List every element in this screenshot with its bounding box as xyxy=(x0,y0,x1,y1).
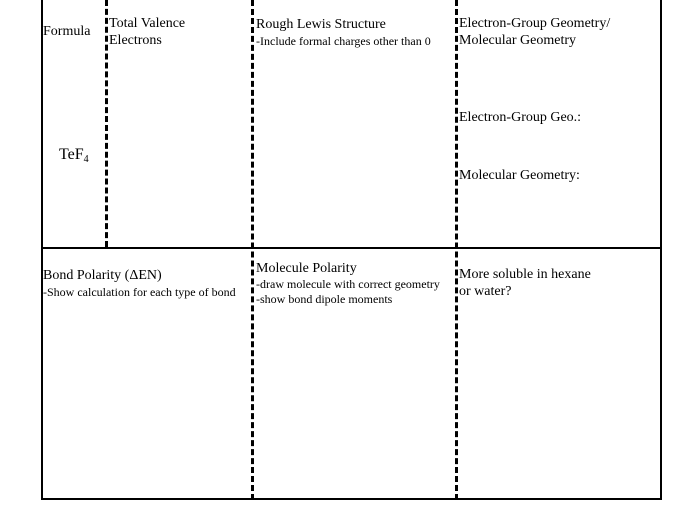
geometry-header-line2: Molecular Geometry xyxy=(459,33,577,48)
electron-group-label: Electron-Group Geo.: xyxy=(459,110,582,125)
molecule-polarity-note1: -draw molecule with correct geometry xyxy=(256,277,440,291)
bond-polarity-note: -Show calculation for each type of bond xyxy=(43,285,236,299)
formula-element: TeF xyxy=(59,146,84,163)
geometry-header-line1: Electron-Group Geometry/ xyxy=(459,16,611,31)
valence-header-line1: Total Valence xyxy=(109,16,186,31)
molecule-polarity-note2: -show bond dipole moments xyxy=(256,292,393,306)
formula-header: Formula xyxy=(43,24,91,39)
worksheet-table xyxy=(41,0,662,500)
molecular-geometry-label: Molecular Geometry: xyxy=(459,168,580,183)
row-divider xyxy=(41,247,662,249)
valence-header-line2: Electrons xyxy=(109,33,162,48)
molecule-polarity-header: Molecule Polarity xyxy=(256,261,357,276)
column-divider-1 xyxy=(105,0,108,247)
bond-polarity-header: Bond Polarity (ΔEN) xyxy=(43,268,162,283)
column-divider-3 xyxy=(455,0,458,500)
solubility-line2: or water? xyxy=(459,284,512,299)
lewis-note: -Include formal charges other than 0 xyxy=(256,34,431,48)
formula-tef4 xyxy=(59,146,89,165)
lewis-header: Rough Lewis Structure xyxy=(256,17,386,32)
column-divider-2 xyxy=(251,0,254,500)
formula-subscript: 4 xyxy=(83,154,89,165)
solubility-line1: More soluble in hexane xyxy=(459,267,591,282)
